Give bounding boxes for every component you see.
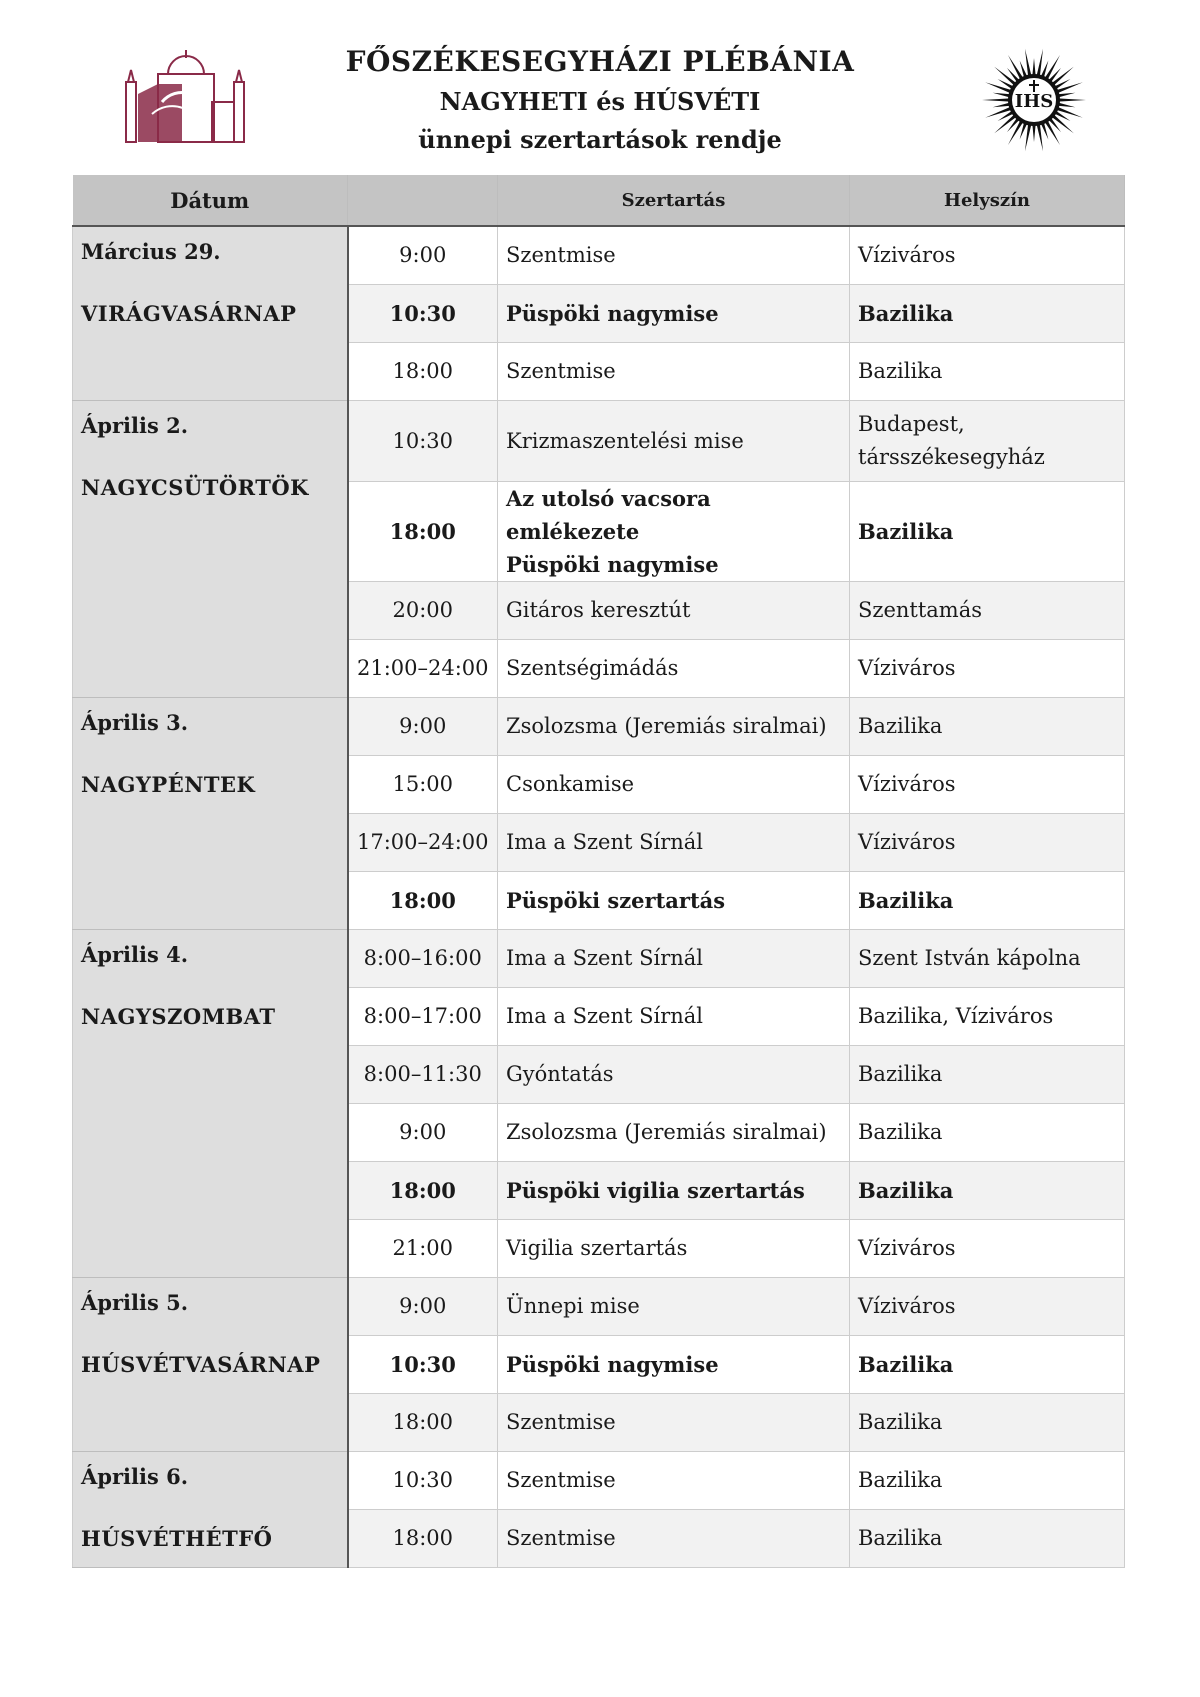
date-label: Április 6. bbox=[81, 1464, 189, 1489]
title-block bbox=[300, 42, 900, 158]
time-cell: 18:00 bbox=[348, 482, 498, 582]
time-cell: 21:00 bbox=[348, 1220, 498, 1278]
time-cell: 10:30 bbox=[348, 1336, 498, 1394]
place-cell: Bazilika bbox=[850, 698, 1125, 756]
column-header-date: Dátum bbox=[73, 175, 348, 226]
place-cell: Szent István kápolna bbox=[850, 930, 1125, 988]
place-cell: Bazilika bbox=[850, 1336, 1125, 1394]
place-cell: Víziváros bbox=[850, 756, 1125, 814]
date-label: Április 3. bbox=[81, 710, 189, 735]
date-cell bbox=[73, 226, 348, 401]
sun-ray bbox=[1025, 49, 1032, 77]
time-cell: 10:30 bbox=[348, 1452, 498, 1510]
sun-ray bbox=[1037, 49, 1044, 77]
place-cell: Bazilika bbox=[850, 482, 1125, 582]
place-cell: Víziváros bbox=[850, 1278, 1125, 1336]
time-cell: 21:00–24:00 bbox=[348, 640, 498, 698]
time-cell: 10:30 bbox=[348, 285, 498, 343]
page-subtitle-2: ünnepi szertartások rendje bbox=[418, 125, 782, 154]
place-cell: Budapest, társszékesegyház bbox=[850, 401, 1125, 482]
column-header-event: Szertartás bbox=[498, 175, 850, 226]
table-row bbox=[73, 1452, 1125, 1510]
time-cell: 8:00–11:30 bbox=[348, 1046, 498, 1104]
time-cell: 9:00 bbox=[348, 698, 498, 756]
date-cell bbox=[73, 930, 348, 1278]
place-cell: Bazilika bbox=[850, 1046, 1125, 1104]
event-cell: Püspöki szertartás bbox=[498, 872, 850, 930]
time-cell: 15:00 bbox=[348, 756, 498, 814]
event-cell: Csonkamise bbox=[498, 756, 850, 814]
time-cell: 18:00 bbox=[348, 1162, 498, 1220]
sun-ray bbox=[982, 98, 1010, 101]
time-cell: 17:00–24:00 bbox=[348, 814, 498, 872]
sun-ray bbox=[1025, 123, 1032, 151]
time-cell: 9:00 bbox=[348, 1104, 498, 1162]
place-cell: Bazilika bbox=[850, 1510, 1125, 1568]
date-label: Március 29. bbox=[81, 239, 221, 264]
time-cell: 9:00 bbox=[348, 1278, 498, 1336]
place-cell: Szenttamás bbox=[850, 582, 1125, 640]
place-cell: Víziváros bbox=[850, 814, 1125, 872]
page-subtitle: NAGYHETI és HÚSVÉTI bbox=[439, 87, 761, 116]
event-cell: Az utolsó vacsora emlékezete Püspöki nagymise bbox=[498, 482, 850, 582]
date-label: Április 2. bbox=[81, 413, 189, 438]
sun-ray bbox=[1032, 58, 1035, 76]
event-cell: Szentmise bbox=[498, 1394, 850, 1452]
place-cell: Bazilika bbox=[850, 285, 1125, 343]
time-cell: 10:30 bbox=[348, 401, 498, 482]
place-cell: Bazilika, Víziváros bbox=[850, 988, 1125, 1046]
event-cell: Püspöki nagymise bbox=[498, 285, 850, 343]
date-label: Április 5. bbox=[81, 1290, 189, 1315]
table-row bbox=[73, 226, 1125, 285]
time-cell: 18:00 bbox=[348, 872, 498, 930]
sun-ray bbox=[1032, 124, 1035, 142]
sun-ray bbox=[1037, 123, 1044, 151]
table-header-row bbox=[73, 175, 1125, 226]
cathedral-logo-icon bbox=[122, 44, 250, 148]
event-cell: Szentmise bbox=[498, 226, 850, 285]
event-cell: Krizmaszentelési mise bbox=[498, 401, 850, 482]
schedule-table bbox=[72, 175, 1125, 1568]
time-cell: 8:00–17:00 bbox=[348, 988, 498, 1046]
time-cell: 18:00 bbox=[348, 1510, 498, 1568]
event-cell: Szentmise bbox=[498, 1452, 850, 1510]
sun-ray bbox=[993, 103, 1011, 108]
page-header bbox=[0, 0, 1200, 175]
date-label: Április 4. bbox=[81, 942, 189, 967]
sun-ray bbox=[1057, 103, 1075, 108]
sun-ray bbox=[1008, 120, 1023, 145]
table-row bbox=[73, 1278, 1125, 1336]
column-header-place: Helyszín bbox=[850, 175, 1125, 226]
sun-ray bbox=[1008, 55, 1023, 80]
date-cell bbox=[73, 1278, 348, 1452]
event-cell: Szentségimádás bbox=[498, 640, 850, 698]
time-cell: 20:00 bbox=[348, 582, 498, 640]
place-cell: Víziváros bbox=[850, 1220, 1125, 1278]
place-cell: Bazilika bbox=[850, 1162, 1125, 1220]
event-cell: Ima a Szent Sírnál bbox=[498, 930, 850, 988]
table-row bbox=[73, 698, 1125, 756]
place-cell: Bazilika bbox=[850, 343, 1125, 401]
place-cell: Víziváros bbox=[850, 226, 1125, 285]
event-cell: Zsolozsma (Jeremiás siralmai) bbox=[498, 698, 850, 756]
time-cell: 18:00 bbox=[348, 1394, 498, 1452]
event-cell: Zsolozsma (Jeremiás siralmai) bbox=[498, 1104, 850, 1162]
day-name: NAGYCSÜTÖRTÖK bbox=[81, 475, 309, 500]
place-cell: Bazilika bbox=[850, 1452, 1125, 1510]
event-cell: Gitáros keresztút bbox=[498, 582, 850, 640]
event-cell: Ünnepi mise bbox=[498, 1278, 850, 1336]
sun-ray bbox=[1045, 55, 1060, 80]
time-cell: 9:00 bbox=[348, 226, 498, 285]
event-cell: Vigilia szertartás bbox=[498, 1220, 850, 1278]
date-cell bbox=[73, 1452, 348, 1568]
event-cell: Ima a Szent Sírnál bbox=[498, 814, 850, 872]
event-cell: Püspöki vigilia szertartás bbox=[498, 1162, 850, 1220]
day-name: NAGYSZOMBAT bbox=[81, 1004, 276, 1029]
sun-ray bbox=[1045, 120, 1060, 145]
ihs-sunburst-icon bbox=[978, 44, 1090, 156]
event-cell: Gyóntatás bbox=[498, 1046, 850, 1104]
page-title: FŐSZÉKESEGYHÁZI PLÉBÁNIA bbox=[345, 45, 855, 78]
sun-ray bbox=[1058, 98, 1086, 101]
sun-ray bbox=[1057, 93, 1075, 98]
time-cell: 8:00–16:00 bbox=[348, 930, 498, 988]
schedule-body bbox=[73, 226, 1125, 1568]
time-cell: 18:00 bbox=[348, 343, 498, 401]
event-cell: Szentmise bbox=[498, 1510, 850, 1568]
date-cell bbox=[73, 698, 348, 930]
event-cell: Szentmise bbox=[498, 343, 850, 401]
date-cell bbox=[73, 401, 348, 698]
day-name: HÚSVÉTVASÁRNAP bbox=[81, 1352, 321, 1377]
place-cell: Víziváros bbox=[850, 640, 1125, 698]
day-name: NAGYPÉNTEK bbox=[81, 772, 256, 797]
place-cell: Bazilika bbox=[850, 1104, 1125, 1162]
place-cell: Bazilika bbox=[850, 872, 1125, 930]
event-cell: Ima a Szent Sírnál bbox=[498, 988, 850, 1046]
place-cell: Bazilika bbox=[850, 1394, 1125, 1452]
table-row bbox=[73, 401, 1125, 482]
column-header-time bbox=[348, 175, 498, 226]
svg-text:IHS: IHS bbox=[1014, 91, 1054, 112]
sun-ray bbox=[993, 93, 1011, 98]
event-cell: Püspöki nagymise bbox=[498, 1336, 850, 1394]
day-name: HÚSVÉTHÉTFŐ bbox=[81, 1526, 273, 1551]
day-name: VIRÁGVASÁRNAP bbox=[81, 301, 297, 326]
table-row bbox=[73, 930, 1125, 988]
